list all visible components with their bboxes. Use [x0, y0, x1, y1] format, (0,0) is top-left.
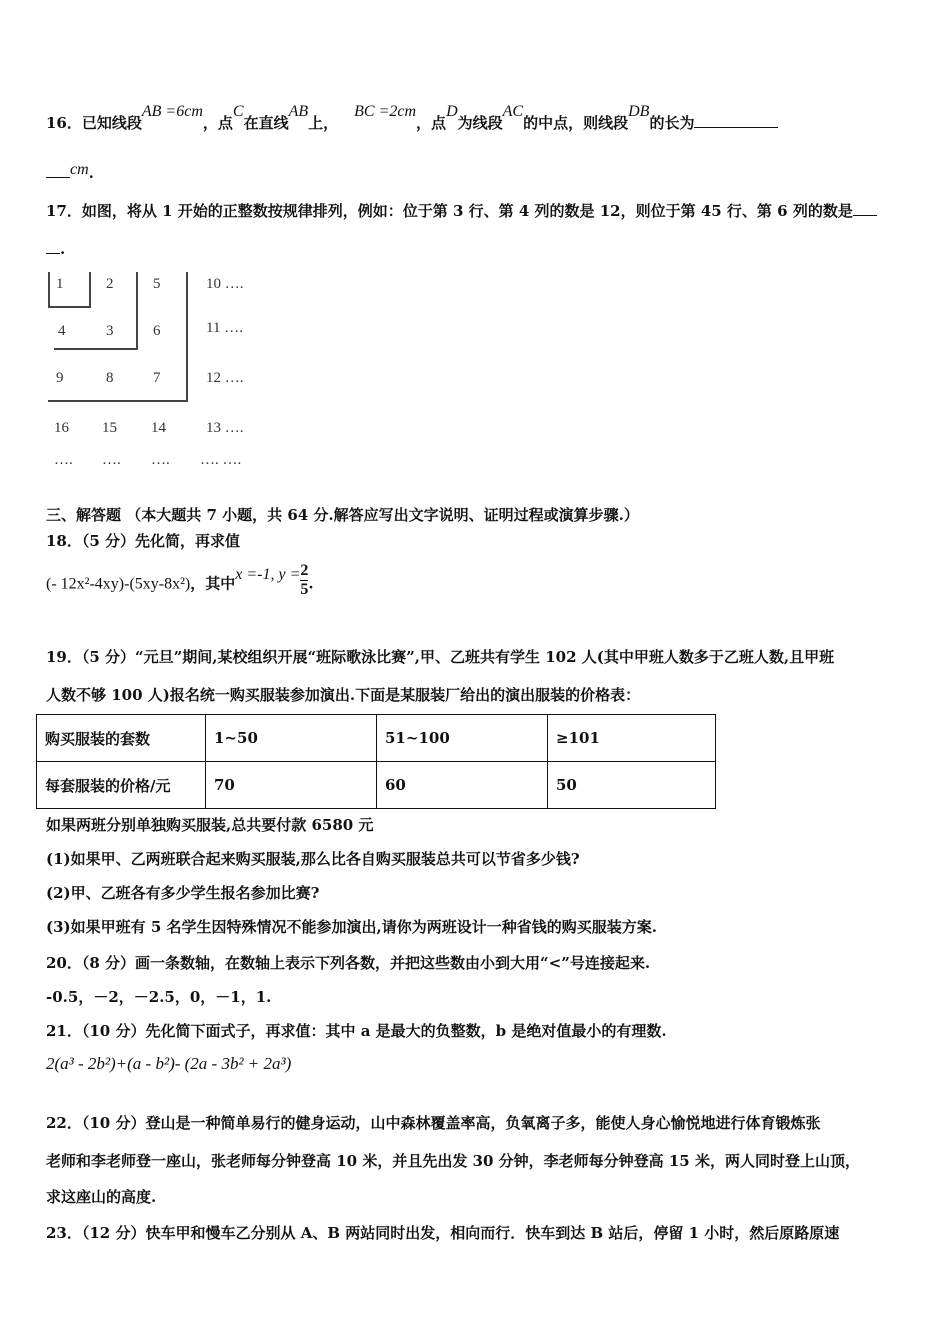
q18-fraction-denominator: 5	[300, 581, 309, 598]
q20-line2: -0.5，－2，－2.5，0，－1，1.	[46, 988, 272, 1006]
q16-text-5: 为线段	[457, 114, 503, 132]
q22-line1: 22．（10 分）登山是一种简单易行的健身运动，山中森林覆盖率高，负氧离子多，能使人身心愉悦地进行体育锻炼张	[46, 1114, 821, 1132]
grid-cell: 1	[56, 276, 64, 292]
q16-math-d: D	[446, 103, 458, 120]
q21-expression: 2(a³ - 2b²)+(a - b²)- (2a - 3b² + 2a³)	[46, 1054, 292, 1073]
q16-line2	[46, 161, 94, 183]
figure-line	[48, 306, 90, 308]
q22-line3: 求这座山的高度.	[46, 1188, 157, 1206]
table-row	[37, 762, 716, 809]
grid-cell: 15	[102, 420, 117, 436]
q16-math-db: DB	[628, 103, 650, 120]
grid-cell: ….	[102, 452, 121, 468]
q17-answer-blank	[853, 215, 877, 216]
grid-cell: 14	[151, 420, 166, 436]
grid-cell: 3	[106, 323, 114, 339]
grid-cell: ….	[54, 452, 73, 468]
figure-line	[136, 272, 138, 350]
grid-cell: 11 ….	[206, 320, 243, 336]
q16-unit: cm	[70, 161, 89, 178]
q16-line1	[46, 103, 778, 133]
grid-cell: 13 ….	[206, 420, 244, 436]
q16-text-4: ，点	[416, 114, 447, 132]
table-row	[37, 715, 716, 762]
grid-cell: ….	[151, 452, 170, 468]
q16-prefix: 16．已知线段	[46, 114, 142, 132]
q19-part-1: (1)如果甲、乙两班联合起来购买服装,那么比各自购买服装总共可以节省多少钱?	[46, 850, 580, 868]
grid-cell: 7	[153, 370, 161, 386]
table-cell: 50	[548, 762, 716, 809]
q23-line1: 23．（12 分）快车甲和慢车乙分别从 A、B 两站同时出发，相向而行．快车到达 B 站后，停留 1 小时，然后原路原速	[46, 1224, 840, 1242]
table-cell: ≥101	[548, 715, 716, 762]
q16-math-bc-length: BC =2cm	[354, 103, 417, 120]
figure-line	[186, 272, 188, 402]
q17-line2	[46, 240, 65, 258]
q19-line1: 19．（5 分）“元旦”期间,某校组织开展“班际歌泳比赛”,甲、乙班共有学生 102 人(其中甲班人数多于乙班人数,且甲班	[46, 648, 835, 666]
q18-title: 18．（5 分）先化简，再求值	[46, 532, 241, 550]
q16-text-1: ，点	[202, 114, 233, 132]
q18-fraction	[300, 562, 308, 599]
q19-part-2: (2)甲、乙班各有多少学生报名参加比赛?	[46, 884, 320, 902]
q17-line1	[46, 200, 877, 221]
price-table	[36, 714, 716, 809]
figure-line	[54, 348, 138, 350]
grid-cell: 9	[56, 370, 64, 386]
q19-part-3: (3)如果甲班有 5 名学生因特殊情况不能参加演出,请你为两班设计一种省钱的购买服装方案.	[46, 918, 657, 936]
q18-expression: (- 12x²-4xy)-(5xy-8x²)	[46, 575, 191, 593]
q16-math-ab-length: AB =6cm	[141, 103, 203, 120]
q16-math-c: C	[232, 103, 244, 120]
table-cell: 1~50	[206, 715, 377, 762]
q17-end: .	[60, 240, 66, 258]
q17-answer-blank-2	[46, 253, 60, 254]
figure-line	[89, 272, 91, 308]
table-cell: 每套服装的价格/元	[37, 762, 206, 809]
grid-cell: 16	[54, 420, 69, 436]
q16-text-7: 的长为	[649, 114, 695, 132]
q18-expression-line	[46, 562, 314, 603]
q21-expression-line	[46, 1054, 291, 1074]
grid-cell: 2	[106, 276, 114, 292]
q18-condition: x =-1, y =	[235, 565, 301, 583]
table-cell: 51~100	[377, 715, 548, 762]
q20-line1: 20．（8 分）画一条数轴，在数轴上表示下列各数，并把这些数由小到大用“<”号连接起来.	[46, 954, 651, 972]
figure-line	[48, 272, 50, 308]
grid-cell: 5	[153, 276, 161, 292]
section-3-heading: 三、解答题 （本大题共 7 小题，共 64 分.解答应写出文字说明、证明过程或演算步骤.）	[46, 506, 639, 524]
q18-mid: ，其中	[190, 574, 236, 593]
grid-cell: …. ….	[200, 452, 242, 468]
q16-text-2: 在直线	[243, 114, 289, 132]
figure-line	[48, 400, 188, 402]
q16-end: .	[88, 164, 94, 182]
q18-fraction-numerator: 2	[300, 562, 309, 579]
q18-end: .	[308, 574, 314, 593]
table-cell: 70	[206, 762, 377, 809]
q16-text-6: 的中点，则线段	[523, 114, 629, 132]
q16-math-ac: AC	[502, 103, 524, 120]
q16-math-ab: AB	[288, 103, 309, 120]
q16-text-3: 上，	[308, 114, 339, 132]
q22-line2: 老师和李老师登一座山，张老师每分钟登高 10 米，并且先出发 30 分钟，李老师每分钟登高 15 米，两人同时登上山顶，	[46, 1152, 860, 1170]
q21-line1: 21．（10 分）先化简下面式子，再求值：其中 a 是最大的负整数，b 是绝对值最小的有理数.	[46, 1022, 667, 1040]
grid-cell: 8	[106, 370, 114, 386]
grid-cell: 12 ….	[206, 370, 244, 386]
q17-text: 17．如图，将从 1 开始的正整数按规律排列，例如：位于第 3 行、第 4 列的数是 12，则位于第 45 行、第 6 列的数是	[46, 202, 853, 220]
q16-answer-blank	[694, 127, 778, 128]
q19-after-table: 如果两班分别单独购买服装,总共要付款 6580 元	[46, 816, 374, 834]
q16-answer-blank-2	[46, 177, 70, 178]
grid-cell: 4	[58, 323, 66, 339]
grid-cell: 6	[153, 323, 161, 339]
grid-cell: 10 ….	[206, 276, 244, 292]
table-cell: 购买服装的套数	[37, 715, 206, 762]
q19-line2: 人数不够 100 人)报名统一购买服装参加演出.下面是某服装厂给出的演出服装的价格表：	[46, 686, 641, 704]
table-cell: 60	[377, 762, 548, 809]
